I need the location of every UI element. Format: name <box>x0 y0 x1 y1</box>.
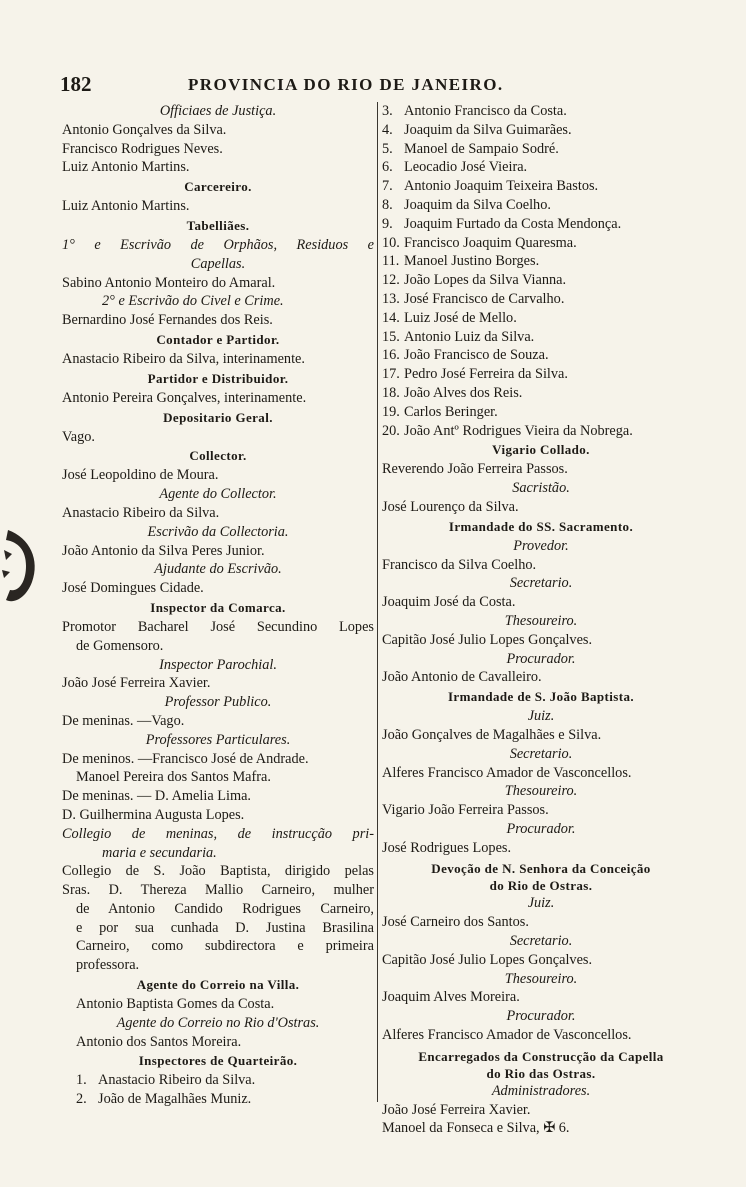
encarregados-heading-cont: do Rio das Ostras. <box>486 1065 596 1081</box>
inspector-item <box>382 271 700 290</box>
tabelliaes-heading: Tabelliães. <box>186 217 250 233</box>
tabelliao1-title: 1° e Escrivão de Orphãos, Residuos e <box>62 236 374 253</box>
inspector-name: João Lopes da Silva Vianna. <box>404 272 567 289</box>
inspector-name: João Francisco de Souza. <box>404 347 549 364</box>
officiaes-name: Antonio Gonçalves da Silva. <box>62 121 227 138</box>
inspector-name: Francisco Joaquim Quaresma. <box>404 234 577 251</box>
running-head-title: PROVINCIA DO RIO DE JANEIRO. <box>188 75 504 94</box>
inspector-item <box>382 140 700 159</box>
encarregados-heading: Encarregados da Construcção da Capella <box>418 1048 664 1064</box>
column-divider <box>377 102 378 1102</box>
correio-name: Antonio Baptista Gomes da Costa. <box>76 996 275 1013</box>
inspector-item <box>382 290 700 309</box>
tabelliao2-title: 2° e Escrivão do Civel e Crime. <box>102 293 284 310</box>
inspector-number: 11. <box>382 253 400 270</box>
collegio-title: Collegio de meninas, de instrucção pri- <box>62 825 374 842</box>
inspector-number: 8. <box>382 196 393 213</box>
role-name: Francisco da Silva Coelho. <box>382 556 537 573</box>
role-title: Procurador. <box>506 650 576 667</box>
quarteirao-heading: Inspectores de Quarteirão. <box>138 1053 298 1069</box>
collegio-text-line: Collegio de S. João Baptista, dirigido pelas <box>62 863 374 880</box>
collegio-text-line: Carneiro, como subdirectora e primeira <box>76 938 374 955</box>
inspector-name: Pedro José Ferreira da Silva. <box>404 366 568 383</box>
ajudante-title: Ajudante do Escrivão. <box>154 561 282 578</box>
inspector-name: José Francisco de Carvalho. <box>404 290 565 307</box>
escrivao-collectoria-name: João Antonio da Silva Peres Junior. <box>62 542 265 559</box>
role-name: Vigario João Ferreira Passos. <box>382 802 549 819</box>
devocao-heading: Devoção de N. Senhora da Conceição <box>431 861 651 877</box>
collegio-text-line: professora. <box>76 957 140 974</box>
inspector-item <box>382 158 700 177</box>
inspector-name: Carlos Beringer. <box>404 403 498 420</box>
inspector-name: Luiz José de Mello. <box>404 309 517 326</box>
inspector-number: 19. <box>382 403 400 420</box>
inspector-number: 13. <box>382 290 400 307</box>
inspector-number: 15. <box>382 328 400 345</box>
role-name: Joaquim José da Costa. <box>382 594 516 611</box>
partidor-heading: Partidor e Distribuidor. <box>147 370 289 386</box>
collector-name: José Leopoldino de Moura. <box>62 467 219 484</box>
role-title: Thesoureiro. <box>504 783 578 800</box>
inspector-item <box>382 234 700 253</box>
role-title: Thesoureiro. <box>504 612 578 629</box>
inspector-item <box>62 1071 374 1090</box>
inspector-number: 10. <box>382 234 400 251</box>
collector-heading: Collector. <box>189 448 247 464</box>
carcereiro-heading: Carcereiro. <box>184 179 252 195</box>
administrador-name: Manoel da Fonseca e Silva, ✠ 6. <box>382 1120 570 1137</box>
role-title: Provedor. <box>513 537 569 554</box>
contador-heading: Contador e Partidor. <box>156 331 280 347</box>
agente-ostras-title: Agente do Correio no Rio d'Ostras. <box>116 1014 320 1031</box>
collegio-text-line: de Antonio Candido Rodrigues Carneiro, <box>76 900 374 917</box>
inspector-number: 3. <box>382 103 393 119</box>
professor-publico-title: Professor Publico. <box>164 694 272 711</box>
professor-line: D. Guilhermina Augusta Lopes. <box>62 806 245 823</box>
collegio-text-line: Sras. D. Thereza Mallio Carneiro, mulher <box>62 882 374 899</box>
officiaes-name: Francisco Rodrigues Neves. <box>62 140 223 157</box>
baptista-heading: Irmandade de S. João Baptista. <box>447 689 635 705</box>
inspector-name: Joaquim da Silva Coelho. <box>404 196 551 213</box>
inspector-item <box>382 177 700 196</box>
inspector-number: 16. <box>382 347 400 364</box>
inspector-name: Antonio Joaquim Teixeira Bastos. <box>404 178 599 195</box>
role-title: Procurador. <box>506 820 576 837</box>
role-name: Joaquim Alves Moreira. <box>382 989 520 1006</box>
sacristao-title: Sacristão. <box>512 480 570 497</box>
role-name: João Antonio de Cavalleiro. <box>382 669 542 686</box>
inspector-name: Joaquim da Silva Guimarães. <box>404 121 572 138</box>
role-title: Procurador. <box>506 1008 576 1025</box>
contador-name: Anastacio Ribeiro da Silva, interinamente. <box>62 350 305 367</box>
role-name: Capitão José Julio Lopes Gonçalves. <box>382 631 593 648</box>
administradores-title: Administradores. <box>491 1082 591 1099</box>
ajudante-name: José Domingues Cidade. <box>62 580 204 597</box>
inspector-name: Leocadio José Vieira. <box>404 159 528 176</box>
inspector-name: Manoel Justino Borges. <box>404 253 540 270</box>
inspector-number: 5. <box>382 140 393 157</box>
role-name: José Carneiro dos Santos. <box>382 914 529 931</box>
inspector-comarca-heading: Inspector da Comarca. <box>150 599 286 615</box>
depositario-name: Vago. <box>62 428 95 445</box>
left-column <box>62 102 374 1109</box>
inspector-number: 4. <box>382 121 393 138</box>
inspector-item <box>382 365 700 384</box>
vigario-heading: Vigario Collado. <box>492 442 590 458</box>
depositario-heading: Depositario Geral. <box>163 409 273 425</box>
collegio-title-cont: maria e secundaria. <box>102 844 217 861</box>
inspector-item <box>382 384 700 403</box>
escrivao-collectoria-title: Escrivão da Collectoria. <box>147 523 289 540</box>
inspector-number: 1. <box>76 1072 87 1089</box>
role-title: Secretario. <box>509 575 573 592</box>
inspector-item <box>382 403 700 422</box>
professor-line: Manoel Pereira dos Santos Mafra. <box>76 769 271 786</box>
promotor-line-cont: de Gomensoro. <box>76 637 164 654</box>
right-column <box>382 102 700 1138</box>
tabelliao1-title-cont: Capellas. <box>190 255 246 272</box>
officiaes-name: Luiz Antonio Martins. <box>62 159 190 176</box>
inspector-item <box>382 252 700 271</box>
professores-particulares-title: Professores Particulares. <box>145 731 291 748</box>
inspector-name: João de Magalhães Muniz. <box>98 1091 252 1108</box>
role-name: Capitão José Julio Lopes Gonçalves. <box>382 951 593 968</box>
inspector-item <box>382 309 700 328</box>
agente-collector-title: Agente do Collector. <box>159 486 277 503</box>
inspector-item <box>382 196 700 215</box>
role-name: Alferes Francisco Amador de Vasconcellos. <box>382 764 632 781</box>
inspector-item <box>62 1090 374 1109</box>
inspector-name: João Alves dos Reis. <box>404 384 523 401</box>
role-title: Secretario. <box>509 933 573 950</box>
inspector-parochial-title: Inspector Parochial. <box>159 656 277 673</box>
page-number: 182 <box>60 72 92 96</box>
inspector-number: 20. <box>382 422 400 439</box>
role-title: Thesoureiro. <box>504 970 578 987</box>
inspector-name: Antonio Francisco da Costa. <box>404 103 567 119</box>
ornament-bleed-icon <box>0 520 44 610</box>
inspector-name: Antonio Luiz da Silva. <box>404 328 535 345</box>
agente-ostras-name: Antonio dos Santos Moreira. <box>76 1033 242 1050</box>
inspector-name: Manoel de Sampaio Sodré. <box>404 140 559 157</box>
inspector-number: 12. <box>382 272 400 289</box>
tabelliao2-name: Bernardino José Fernandes dos Reis. <box>62 312 273 329</box>
carcereiro-name: Luiz Antonio Martins. <box>62 198 190 215</box>
role-name: João Gonçalves de Magalhães e Silva. <box>382 726 602 743</box>
inspector-number: 9. <box>382 215 393 232</box>
inspector-number: 7. <box>382 178 393 195</box>
sacristao-name: José Lourenço da Silva. <box>382 498 519 515</box>
inspector-name: João Antº Rodrigues Vieira da Nobrega. <box>404 422 633 439</box>
tabelliao1-name: Sabino Antonio Monteiro do Amaral. <box>62 274 276 291</box>
role-title: Juiz. <box>527 708 555 725</box>
agente-collector-name: Anastacio Ribeiro da Silva. <box>62 504 220 521</box>
collegio-text-line: e por sua cunhada D. Justina Brasilina <box>76 919 374 936</box>
inspector-number: 2. <box>76 1091 87 1108</box>
inspector-list <box>382 102 700 440</box>
inspector-item <box>382 328 700 347</box>
inspector-number: 18. <box>382 384 400 401</box>
inspector-number: 17. <box>382 366 400 383</box>
professor-line: De meninos. —Francisco José de Andrade. <box>62 750 309 767</box>
professor-line: De meninas. — D. Amelia Lima. <box>62 788 251 805</box>
inspector-item <box>382 121 700 140</box>
role-name: José Rodrigues Lopes. <box>382 839 512 856</box>
promotor-line: Promotor Bacharel José Secundino Lopes <box>62 618 374 635</box>
role-title: Juiz. <box>527 895 555 912</box>
inspector-name: Joaquim Furtado da Costa Mendonça. <box>404 215 622 232</box>
inspector-name: Anastacio Ribeiro da Silva. <box>98 1072 256 1089</box>
partidor-name: Antonio Pereira Gonçalves, interinamente. <box>62 389 307 406</box>
vigario-name: Reverendo João Ferreira Passos. <box>382 461 568 478</box>
devocao-heading-cont: do Rio de Ostras. <box>489 878 593 894</box>
inspector-item <box>382 346 700 365</box>
inspector-item <box>382 215 700 234</box>
inspector-item <box>382 422 700 441</box>
correio-heading: Agente do Correio na Villa. <box>136 977 300 993</box>
sacramento-heading: Irmandade do SS. Sacramento. <box>448 518 634 534</box>
officiaes-heading: Officiaes de Justiça. <box>159 103 277 119</box>
inspector-number: 14. <box>382 309 400 326</box>
inspector-item <box>382 102 700 121</box>
administrador-name: João José Ferreira Xavier. <box>382 1101 531 1118</box>
role-title: Secretario. <box>509 745 573 762</box>
professor-publico-name: De meninas. —Vago. <box>62 712 185 729</box>
role-name: Alferes Francisco Amador de Vasconcellos. <box>382 1027 632 1044</box>
inspector-number: 6. <box>382 159 393 176</box>
inspector-parochial-name: João José Ferreira Xavier. <box>62 675 211 692</box>
